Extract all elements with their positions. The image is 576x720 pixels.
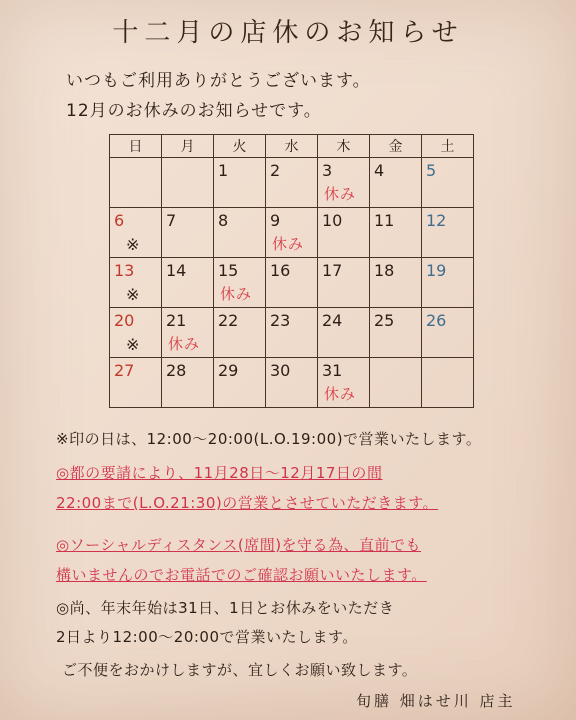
calendar-day-cell [110,158,162,208]
day-number: 9 [270,211,281,230]
calendar-day-cell [214,208,266,258]
holiday-calendar [109,134,474,408]
day-number: 20 [114,311,135,330]
calendar-week [110,208,474,258]
calendar-day-cell [266,308,318,358]
closed-label: 休み [324,385,357,403]
day-number: 13 [114,261,135,280]
apology-line: ご不便をおかけしますが、宜しくお願い致します。 [62,661,418,679]
day-number: 18 [374,261,395,280]
calendar-day-cell [422,258,474,308]
day-number: 11 [374,211,395,230]
calendar-day-cell [370,308,422,358]
calendar-day-cell [266,158,318,208]
day-number: 26 [426,311,447,330]
calendar-day-cell [422,208,474,258]
calendar-day-cell [110,358,162,408]
calendar-week [110,308,474,358]
day-number: 30 [270,361,291,380]
weekday-header: 木 [318,135,370,158]
day-number: 12 [426,211,447,230]
closed-label: 休み [168,335,201,353]
calendar-day-cell [214,358,266,408]
day-number: 6 [114,211,125,230]
calendar-day-cell [266,208,318,258]
day-number: 2 [270,161,281,180]
weekday-header: 水 [266,135,318,158]
calendar-day-cell [214,158,266,208]
day-number: 4 [374,161,385,180]
day-number: 14 [166,261,187,280]
special-hours-mark: ※ [126,335,141,354]
day-number: 15 [218,261,239,280]
weekday-header: 月 [162,135,214,158]
day-number: 25 [374,311,395,330]
day-number: 3 [322,161,333,180]
newyear-line-2: 2日より12:00〜20:00で営業いたします。 [56,628,358,646]
special-hours-mark: ※ [126,285,141,304]
closed-label: 休み [324,185,357,203]
calendar-day-cell [370,258,422,308]
day-number: 31 [322,361,343,380]
day-number: 21 [166,311,187,330]
intro-line-2: 12月のお休みのお知らせです。 [66,101,322,121]
day-number: 29 [218,361,239,380]
calendar-week [110,258,474,308]
calendar-day-cell [266,358,318,408]
day-number: 19 [426,261,447,280]
calendar-day-cell [214,258,266,308]
weekday-header: 日 [110,135,162,158]
day-number: 10 [322,211,343,230]
calendar-day-cell [318,208,370,258]
calendar-week [110,158,474,208]
day-number: 22 [218,311,239,330]
calendar-day-cell [318,358,370,408]
calendar-day-cell [318,158,370,208]
day-number: 5 [426,161,437,180]
day-number: 8 [218,211,229,230]
calendar-day-cell [266,258,318,308]
calendar-day-cell [162,208,214,258]
request-line-2: 22:00まで(L.O.21:30)の営業とさせていただきます。 [56,494,439,512]
calendar-day-cell [110,308,162,358]
weekday-header: 土 [422,135,474,158]
calendar-day-cell [162,358,214,408]
calendar-day-cell [370,158,422,208]
calendar-day-cell [214,308,266,358]
day-number: 17 [322,261,343,280]
weekday-header: 金 [370,135,422,158]
day-number: 16 [270,261,291,280]
calendar-day-cell [422,308,474,358]
day-number: 27 [114,361,135,380]
mark-note: ※印の日は、12:00〜20:00(L.O.19:00)で営業いたします。 [56,430,482,448]
calendar-day-cell [422,358,474,408]
newyear-line-1: ◎尚、年末年始は31日、1日とお休みをいただき [56,599,395,617]
special-hours-mark: ※ [126,235,141,254]
distance-line-1: ◎ソーシャルディスタンス(席間)を守る為、直前でも [56,536,422,554]
page-title: 十二月の店休のお知らせ [112,18,464,48]
calendar-day-cell [162,158,214,208]
day-number: 24 [322,311,343,330]
calendar-day-cell [370,358,422,408]
day-number: 23 [270,311,291,330]
closed-label: 休み [220,285,253,303]
closed-label: 休み [272,235,305,253]
intro-line-1: いつもご利用ありがとうございます。 [66,71,371,91]
calendar-day-cell [110,208,162,258]
calendar-week [110,358,474,408]
calendar-day-cell [318,308,370,358]
calendar-day-cell [110,258,162,308]
request-line-1: ◎都の要請により、11月28日〜12月17日の間 [56,464,383,482]
calendar-day-cell [370,208,422,258]
calendar-day-cell [162,308,214,358]
signature: 旬膳 畑はせ川 店主 [356,692,516,710]
day-number: 7 [166,211,177,230]
calendar-day-cell [422,158,474,208]
distance-line-2: 構いませんのでお電話でのご確認お願いいたします。 [56,566,427,584]
calendar-day-cell [318,258,370,308]
day-number: 1 [218,161,229,180]
day-number: 28 [166,361,187,380]
weekday-header: 火 [214,135,266,158]
calendar-day-cell [162,258,214,308]
